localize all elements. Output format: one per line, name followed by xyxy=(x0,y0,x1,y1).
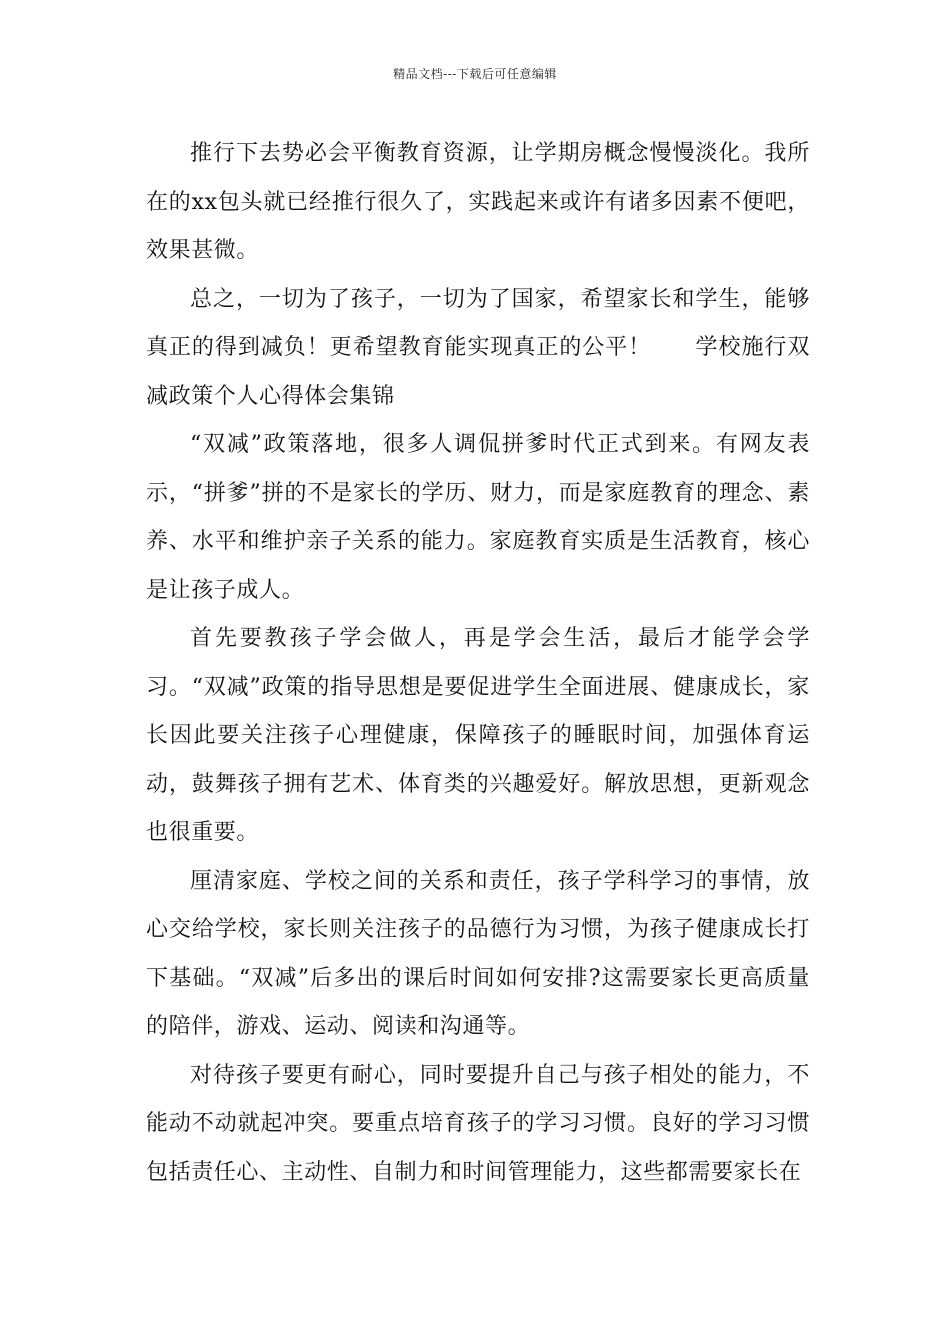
paragraph-text: 首先要教孩子学会做人，再是学会生活，最后才能学会学习。“双减”政策的指导思想是要促进学生全面进展、健康成长，家长因此要关注孩子心理健康，保障孩子的睡眠时间，加强体育运动，鼓舞孩子拥有艺术、体育类的兴趣爱好。解放思想，更新观念也很重要。 xyxy=(146,626,810,845)
section-title: 学校施行双减政策个人心得体会集锦 xyxy=(146,335,810,409)
paragraph xyxy=(146,130,810,276)
paragraph-text: “双减”政策落地，很多人调侃拼爹时代正式到来。有网友表示，“拼爹”拼的不是家长的学历、财力，而是家庭教育的理念、素养、水平和维护亲子关系的能力。家庭教育实质是生活教育，核心是让孩子成人。 xyxy=(146,432,810,603)
document-body xyxy=(146,130,810,1197)
paragraph xyxy=(146,858,810,1052)
paragraph-text: 总之，一切为了孩子，一切为了国家，希望家长和学生，能够真正的得到减负！更希望教育能实现真正的公平！ xyxy=(146,286,810,360)
paragraph xyxy=(146,615,810,858)
page-header: 精品文档---下载后可任意编辑 xyxy=(393,67,557,81)
paragraph xyxy=(146,1052,810,1198)
paragraph xyxy=(146,276,810,422)
paragraph-text: 对待孩子要更有耐心，同时要提升自己与孩子相处的能力，不能动不动就起冲突。要重点培育孩子的学习习惯。良好的学习习惯包括责任心、主动性、自制力和时间管理能力，这些都需要家长在 xyxy=(146,1062,810,1185)
paragraph xyxy=(146,421,810,615)
paragraph-text: 推行下去势必会平衡教育资源，让学期房概念慢慢淡化。我所在的xx包头就已经推行很久了，实践起来或许有诸多因素不便吧，效果甚微。 xyxy=(146,141,810,263)
paragraph-text: 厘清家庭、学校之间的关系和责任，孩子学科学习的事情，放心交给学校，家长则关注孩子的品德行为习惯，为孩子健康成长打下基础。“双减”后多出的课后时间如何安排?这需要家长更高质量的陪伴，游戏、运动、阅读和沟通等。 xyxy=(146,868,810,1039)
